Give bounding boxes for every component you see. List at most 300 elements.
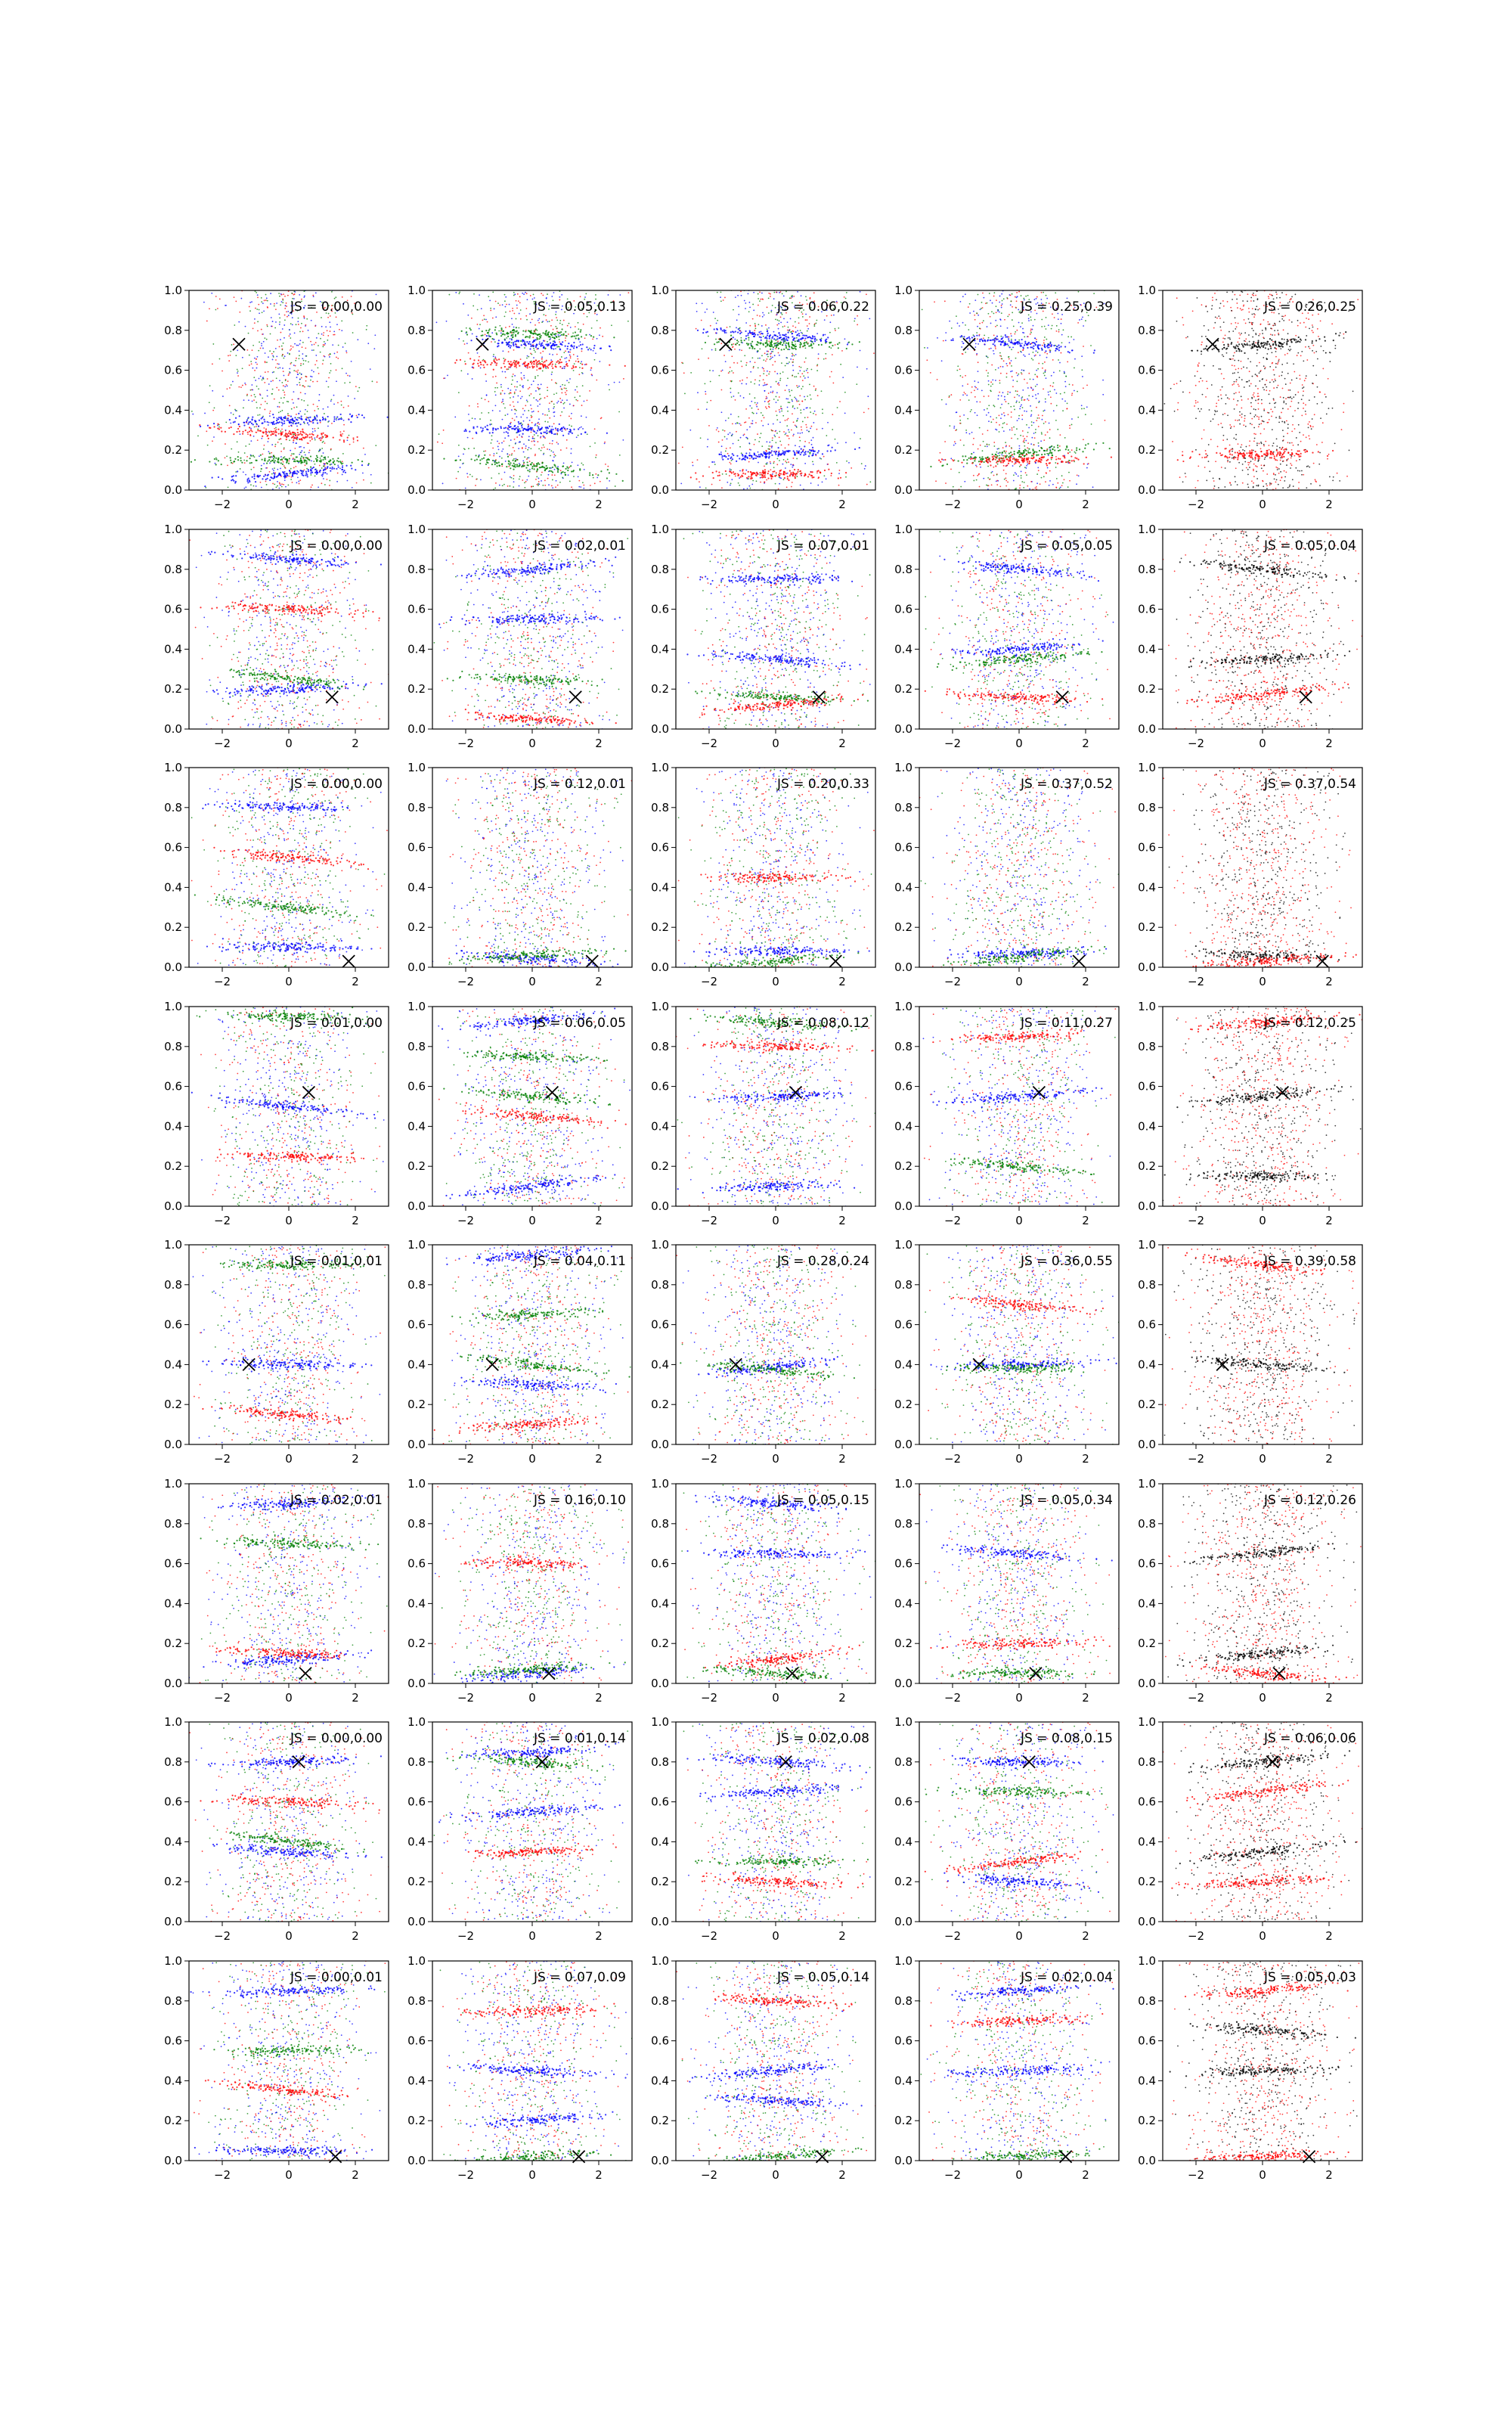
scatter-point [582, 482, 584, 483]
scatter-point [614, 382, 615, 383]
scatter-point [569, 431, 570, 433]
scatter-point [466, 430, 467, 432]
scatter-point [341, 418, 342, 420]
scatter-point [837, 407, 838, 408]
scatter-point [1036, 370, 1037, 371]
scatter-point [274, 473, 275, 475]
scatter-point [540, 352, 541, 354]
scatter-point [795, 340, 796, 342]
scatter-point [759, 437, 761, 439]
scatter-point [386, 417, 388, 418]
scatter-point [576, 346, 578, 348]
scatter-point [504, 407, 506, 408]
scatter-point [489, 424, 491, 425]
scatter-point [544, 437, 546, 439]
scatter-point [279, 324, 280, 325]
scatter-point [290, 349, 291, 351]
scatter-point [818, 358, 820, 359]
scatter-point [1013, 326, 1015, 327]
scatter-point [730, 458, 731, 459]
scatter-point [289, 335, 290, 337]
scatter-point [827, 464, 829, 465]
scatter-point [844, 392, 846, 393]
scatter-point [576, 436, 578, 438]
scatter-point [278, 389, 280, 391]
scatter-point [256, 361, 257, 363]
scatter-point [284, 477, 286, 479]
scatter-point [231, 344, 233, 346]
scatter-point [553, 454, 555, 455]
scatter-point [807, 372, 809, 374]
scatter-point [260, 394, 262, 396]
scatter-point [525, 361, 526, 363]
scatter-point [517, 396, 519, 397]
scatter-point [746, 362, 748, 364]
scatter-point [242, 357, 243, 358]
scatter-point [553, 345, 555, 346]
scatter-point [284, 476, 285, 477]
scatter-point [949, 321, 950, 322]
scatter-point [783, 295, 785, 296]
scatter-point [503, 360, 505, 361]
scatter-point [848, 462, 850, 464]
scatter-point [527, 299, 528, 300]
scatter-point [712, 370, 714, 371]
scatter-point [1019, 408, 1021, 410]
scatter-point [735, 296, 736, 298]
scatter-point [827, 337, 829, 338]
scatter-point [479, 356, 480, 358]
scatter-point [526, 293, 528, 294]
scatter-point [519, 390, 521, 392]
scatter-point [252, 368, 253, 369]
scatter-point [304, 414, 305, 415]
scatter-point [308, 424, 310, 426]
scatter-point [508, 463, 510, 464]
scatter-point [811, 369, 813, 371]
scatter-point [289, 368, 290, 370]
scatter-point [797, 334, 798, 336]
scatter-point [766, 451, 767, 452]
scatter-point [490, 336, 491, 337]
scatter-point [578, 322, 579, 324]
scatter-point [1017, 296, 1018, 297]
scatter-point [738, 328, 739, 330]
scatter-point [295, 365, 296, 367]
scatter-point [816, 470, 818, 472]
scatter-point [556, 361, 557, 363]
scatter-point [531, 354, 532, 355]
scatter-point [509, 430, 510, 431]
scatter-point [323, 441, 324, 442]
scatter-point [233, 414, 234, 415]
scatter-point [290, 346, 292, 347]
scatter-point [559, 296, 560, 298]
scatter-point [321, 455, 322, 457]
scatter-point [511, 453, 513, 455]
scatter-point [534, 352, 536, 353]
scatter-point [985, 302, 987, 304]
scatter-point [557, 467, 559, 469]
scatter-point [268, 456, 270, 458]
scatter-point [749, 361, 751, 362]
scatter-point [782, 452, 783, 454]
scatter-point [1052, 386, 1054, 387]
scatter-point [277, 418, 279, 420]
scatter-point [502, 485, 503, 486]
scatter-point [584, 431, 586, 433]
scatter-point [838, 342, 840, 343]
scatter-point [744, 355, 745, 356]
scatter-point [854, 432, 855, 433]
scatter-point [228, 355, 229, 356]
scatter-point [264, 337, 265, 339]
scatter-point [521, 425, 522, 427]
scatter-point [792, 355, 793, 357]
scatter-point [801, 430, 802, 431]
scatter-point [294, 417, 296, 418]
scatter-point [562, 427, 564, 428]
scatter-point [463, 463, 464, 464]
scatter-point [281, 382, 283, 383]
scatter-point [233, 475, 234, 476]
scatter-point [541, 361, 543, 362]
scatter-point [767, 351, 768, 352]
scatter-point [705, 488, 707, 489]
scatter-point [804, 335, 806, 337]
scatter-point [810, 337, 811, 338]
scatter-point [802, 421, 804, 423]
scatter-point [538, 411, 539, 412]
scatter-point [815, 323, 816, 324]
scatter-point [767, 371, 768, 372]
scatter-point [1004, 399, 1005, 401]
scatter-point [511, 455, 513, 456]
scatter-point [562, 399, 563, 401]
scatter-point [499, 465, 500, 467]
scatter-point [831, 473, 832, 474]
scatter-point [244, 452, 246, 454]
scatter-point [763, 385, 764, 386]
scatter-point [493, 354, 494, 355]
scatter-point [751, 408, 753, 409]
scatter-point [542, 364, 544, 365]
scatter-point [721, 411, 723, 413]
scatter-point [240, 468, 241, 470]
scatter-point [1051, 459, 1052, 461]
scatter-point [551, 365, 553, 367]
scatter-point [472, 334, 473, 335]
scatter-point [779, 421, 781, 423]
scatter-point [209, 385, 211, 386]
scatter-point [277, 406, 278, 408]
scatter-point [280, 462, 282, 464]
scatter-point [521, 377, 522, 379]
scatter-point [510, 439, 512, 441]
scatter-point [790, 473, 792, 475]
scatter-point [254, 322, 256, 324]
scatter-point [215, 458, 217, 459]
scatter-point [1030, 481, 1032, 482]
scatter-point [868, 408, 869, 410]
scatter-point [255, 380, 256, 381]
scatter-point [806, 335, 807, 337]
scatter-point [593, 337, 594, 338]
scatter-point [524, 377, 525, 379]
scatter-point [708, 467, 710, 468]
scatter-point [729, 470, 730, 472]
scatter-point [259, 341, 260, 343]
scatter-point [460, 359, 461, 361]
scatter-point [708, 425, 710, 427]
scatter-point [789, 389, 790, 391]
scatter-point [268, 356, 269, 358]
scatter-point [561, 334, 562, 336]
scatter-point [846, 348, 847, 349]
scatter-point [299, 461, 300, 462]
scatter-point [1036, 486, 1037, 488]
scatter-point [367, 343, 369, 344]
scatter-point [741, 383, 742, 384]
scatter-point [305, 324, 306, 326]
scatter-point [477, 403, 479, 405]
scatter-point [279, 321, 280, 323]
scatter-point [312, 422, 314, 424]
scatter-point [270, 434, 271, 436]
scatter-point [757, 315, 758, 316]
scatter-point [789, 402, 791, 403]
scatter-point [523, 363, 525, 365]
scatter-point [1082, 316, 1083, 318]
scatter-point [816, 364, 818, 365]
scatter-point [253, 486, 255, 487]
scatter-point [608, 384, 609, 386]
scatter-point [272, 478, 274, 479]
scatter-point [234, 296, 235, 298]
scatter-point [820, 458, 821, 459]
scatter-point [238, 451, 240, 453]
scatter-point [249, 430, 250, 432]
scatter-point [271, 473, 273, 475]
scatter-point [308, 469, 309, 470]
scatter-point [538, 363, 540, 365]
x-tick-label: 2 [352, 498, 359, 511]
scatter-point [484, 360, 485, 361]
scatter-point [717, 427, 718, 429]
scatter-point [711, 484, 713, 486]
scatter-point [792, 342, 793, 343]
scatter-point [745, 408, 747, 410]
scatter-point [544, 414, 546, 416]
scatter-point [751, 341, 753, 343]
scatter-point [1050, 403, 1052, 405]
scatter-point [684, 393, 686, 395]
scatter-point [802, 380, 804, 381]
scatter-point [304, 460, 305, 461]
scatter-point [459, 291, 460, 293]
scatter-point [755, 328, 757, 330]
scatter-point [311, 421, 312, 423]
scatter-point [516, 346, 518, 348]
scatter-point [785, 336, 787, 337]
scatter-point [527, 449, 528, 451]
scatter-point [274, 467, 275, 469]
scatter-point [999, 312, 1000, 313]
scatter-point [246, 420, 247, 422]
scatter-point [350, 421, 352, 423]
scatter-point [339, 418, 341, 420]
scatter-point [299, 294, 300, 296]
scatter-point [272, 483, 274, 485]
scatter-point [767, 477, 769, 479]
scatter-point [256, 402, 257, 403]
scatter-point [528, 424, 529, 425]
scatter-point [786, 337, 788, 339]
scatter-point [569, 429, 571, 430]
scatter-point [1012, 346, 1014, 348]
scatter-point [518, 300, 519, 302]
scatter-point [799, 370, 801, 371]
scatter-point [590, 370, 592, 371]
scatter-point [260, 470, 262, 472]
scatter-point [340, 431, 342, 433]
scatter-point [757, 473, 758, 475]
scatter-point [532, 429, 534, 430]
scatter-point [252, 349, 253, 351]
scatter-point [764, 452, 766, 454]
scatter-point [1037, 352, 1039, 353]
scatter-point [531, 427, 533, 429]
scatter-point [324, 343, 326, 345]
scatter-point [506, 368, 507, 370]
scatter-point [233, 433, 234, 435]
scatter-point [738, 314, 739, 315]
scatter-point [559, 335, 561, 337]
scatter-point [1035, 432, 1036, 433]
scatter-point [1026, 424, 1027, 426]
scatter-point [1041, 319, 1043, 321]
scatter-point [299, 382, 300, 383]
scatter-point [836, 462, 838, 464]
scatter-point [538, 422, 539, 424]
scatter-point [303, 400, 305, 402]
scatter-point [772, 351, 773, 352]
scatter-point [780, 408, 782, 409]
scatter-point [305, 464, 306, 466]
scatter-point [960, 439, 962, 441]
scatter-point [353, 442, 355, 443]
scatter-point [800, 338, 801, 340]
scatter-point [261, 468, 262, 470]
scatter-point [248, 333, 249, 334]
scatter-point [297, 370, 299, 371]
scatter-point [218, 427, 220, 428]
scatter-point [745, 338, 747, 340]
scatter-point [295, 473, 296, 474]
scatter-point [776, 373, 778, 374]
scatter-point [823, 456, 825, 458]
scatter-point [547, 421, 549, 423]
scatter-point [867, 396, 869, 397]
scatter-point [322, 459, 324, 461]
scatter-point [293, 467, 295, 469]
scatter-point [251, 395, 253, 396]
scatter-point [1027, 295, 1029, 296]
scatter-point [275, 348, 277, 349]
scatter-point [370, 482, 372, 484]
scatter-point [748, 302, 750, 303]
scatter-point [764, 417, 765, 418]
scatter-point [695, 472, 696, 473]
scatter-point [750, 381, 751, 383]
scatter-point [504, 338, 506, 340]
scatter-point [311, 376, 313, 377]
scatter-point [320, 458, 321, 459]
scatter-point [804, 377, 806, 379]
scatter-point [553, 423, 555, 424]
scatter-point [316, 455, 318, 457]
scatter-point [574, 336, 575, 337]
scatter-point [324, 356, 326, 358]
scatter-point [271, 456, 273, 458]
scatter-point [265, 401, 266, 402]
scatter-point [997, 464, 999, 465]
scatter-point [271, 433, 273, 435]
scatter-point [634, 439, 635, 440]
scatter-point [533, 366, 534, 368]
scatter-point [784, 339, 785, 340]
scatter-point [520, 318, 522, 320]
scatter-point [324, 341, 325, 343]
scatter-point [1052, 325, 1053, 327]
scatter-point [772, 437, 773, 439]
scatter-point [312, 431, 314, 433]
scatter-point [509, 364, 510, 365]
scatter-point [546, 360, 547, 361]
scatter-point [804, 396, 805, 398]
scatter-point [541, 467, 543, 468]
scatter-point [594, 428, 596, 430]
scatter-point [550, 450, 552, 451]
scatter-point [246, 460, 247, 461]
scatter-point [495, 316, 497, 318]
scatter-point [214, 407, 215, 408]
scatter-point [527, 367, 528, 368]
scatter-point [549, 431, 550, 433]
scatter-point [792, 475, 794, 476]
scatter-point [300, 363, 302, 365]
scatter-point [310, 474, 311, 476]
scatter-point [575, 389, 576, 391]
scatter-point [533, 334, 534, 335]
scatter-point [327, 330, 328, 331]
scatter-point [314, 325, 316, 327]
scatter-point [492, 429, 494, 430]
scatter-point [286, 311, 287, 312]
scatter-point [795, 331, 797, 333]
scatter-point [792, 361, 794, 363]
scatter-point [538, 435, 539, 436]
scatter-point [735, 476, 736, 477]
scatter-point [1093, 293, 1095, 294]
scatter-point [1038, 426, 1040, 427]
scatter-point [983, 441, 984, 442]
scatter-point [511, 383, 513, 385]
scatter-point [299, 355, 300, 356]
scatter-point [351, 296, 352, 297]
scatter-point [481, 398, 482, 399]
scatter-point [745, 473, 746, 475]
